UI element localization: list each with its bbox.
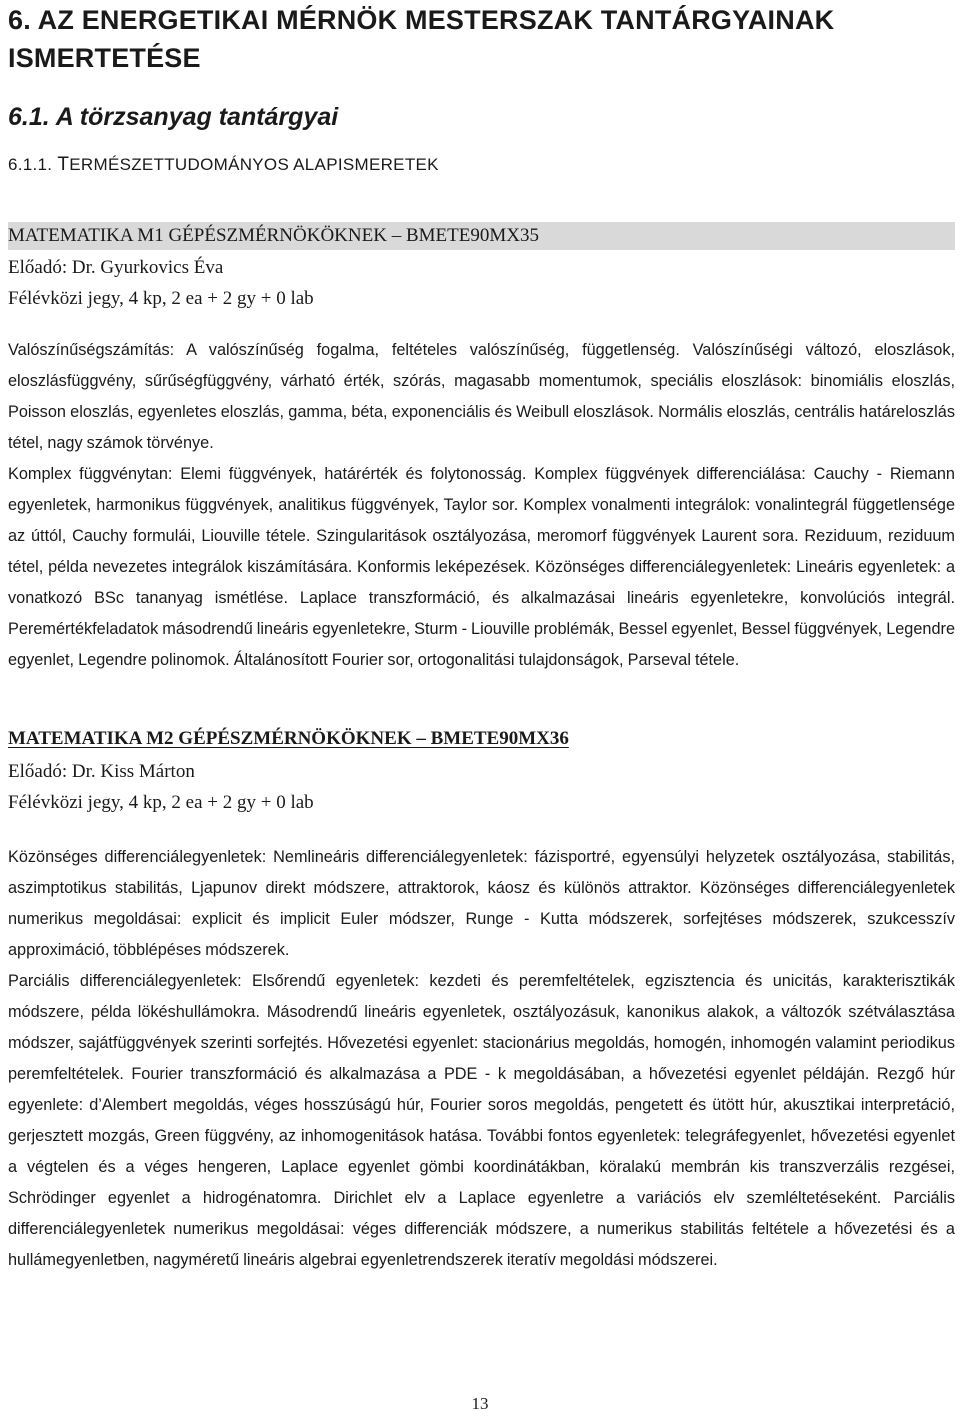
course-assessment: Félévközi jegy, 4 kp, 2 ea + 2 gy + 0 lab (8, 792, 314, 813)
course-title-m2 (8, 724, 955, 754)
course-title-m1: MATEMATIKA M1 GÉPÉSZMÉRNÖKÖKNEK – BMETE90MX35 (8, 222, 955, 250)
chapter-title: 6. AZ ENERGETIKAI MÉRNÖK MESTERSZAK TANTÁRGYAINAK ISMERTETÉSE (8, 5, 835, 73)
course-description-paragraph: Parciális differenciálegyenletek: Elsőrendű egyenletek: kezdeti és peremfeltételek, egzisztencia és unicitás, karakterisztikák módszere, példa lökéshullámokra. Másodrendű lineáris egyenletek, osztályozásuk, kanonikus alakok, a változók szétválasztása módszer, sajátfüggvények szerinti sorfejtés. Hővezetési egyenlet: stacionárius megoldás, homogén, inhomogén valamint periodikus peremfeltételek. Fourier transzformáció és alkalmazása a PDE ‐ k megoldásában, a hővezetési egyenlet példáján. Rezgő húr egyenlete: d’Alembert megoldás, véges hosszúságú húr, Fourier soros megoldás, pengetett és ütött húr, akusztikai interpretáció, gerjesztett mozgás, Green függvény, az inhomogenitások hatása. További fontos egyenletek: telegráfegyenlet, hővezetési egyenlet a végtelen és a véges hengeren, Laplace egyenlet gömbi koordinátákban, köralakú membrán kis transzverzális rezgései, Schrödinger egyenlet a hidrogénatomra. Dirichlet elv a Laplace egyenletre a variációs elv szemléltetéseként. Parciális differenciálegyenletek numerikus megoldásai: véges differenciák módszere, a numerikus stabilitás feltétele a hővezetési és a hullámegyenletben, nagyméretű lineáris algebrai egyenletrendszerek iteratív megoldási módszerei. (8, 972, 955, 1269)
course-lecturer: Előadó: Dr. Gyurkovics Éva (8, 257, 224, 278)
course-title-text: MATEMATIKA M2 GÉPÉSZMÉRNÖKÖKNEK – BMETE90MX36 (8, 728, 569, 749)
course-description-paragraph: Valószínűségszámítás: A valószínűség fogalma, feltételes valószínűség, függetlenség. Valószínűségi változó, eloszlások, eloszlásfüggvény, sűrűségfüggvény, várható érték, szórás, magasabb momentumok, speciális eloszlások: binomiális eloszlás, Poisson eloszlás, egyenletes eloszlás, gamma, béta, exponenciális és Weibull eloszlások. Normális eloszlás, centrális határeloszlás tétel, nagy számok törvénye. (8, 341, 955, 452)
course-description-paragraph: Komplex függvénytan: Elemi függvények, határérték és folytonosság. Komplex függvények differenciálása: Cauchy ‐ Riemann egyenletek, harmonikus függvények, analitikus függvények, Taylor sor. Komplex vonalmenti integrálok: vonalintegrál függetlensége az úttól, Cauchy formulái, Liouville tétele. Szingularitások osztályozása, meromorf függvények Laurent sora. Reziduum, reziduum tétel, példa nevezetes integrálok kiszámítására. Konformis leképezések. Közönséges differenciálegyenletek: Lineáris egyenletek: a vonatkozó BSc tananyag ismétlése. Laplace transzformáció, és alkalmazásai lineáris egyenletekre, konvolúciós integrál. Peremértékfeladatok másodrendű lineáris egyenletekre, Sturm ‐ Liouville problémák, Bessel egyenlet, Bessel függvények, Legendre egyenlet, Legendre polinomok. Általánosított Fourier sor, ortogonalitási tulajdonságok, Parseval tétele. (8, 465, 955, 669)
course-assessment: Félévközi jegy, 4 kp, 2 ea + 2 gy + 0 lab (8, 288, 314, 309)
subsection-title-initial: T (57, 154, 70, 175)
course-description-paragraph: Közönséges differenciálegyenletek: Nemlineáris differenciálegyenletek: fázisportré, egyensúlyi helyzetek osztályozása, stabilitás, aszimptotikus stabilitás, Ljapunov direkt módszere, attraktorok, káosz és különös attraktor. Közönséges differenciálegyenletek numerikus megoldásai: explicit és implicit Euler módszer, Runge ‐ Kutta módszerek, sorfejtéses módszerek, szukcesszív approximáció, többlépéses módszerek. (8, 848, 955, 959)
subsection-number: 6.1.1. (8, 155, 53, 174)
section-title: 6.1. A törzsanyag tantárgyai (8, 103, 339, 131)
document-page (8, 0, 955, 1276)
subsection-title-rest: ERMÉSZETTUDOMÁNYOS ALAPISMERETEK (69, 155, 439, 174)
page-number: 13 (471, 1394, 489, 1413)
subsection-heading (8, 154, 955, 176)
course-lecturer: Előadó: Dr. Kiss Márton (8, 761, 195, 782)
